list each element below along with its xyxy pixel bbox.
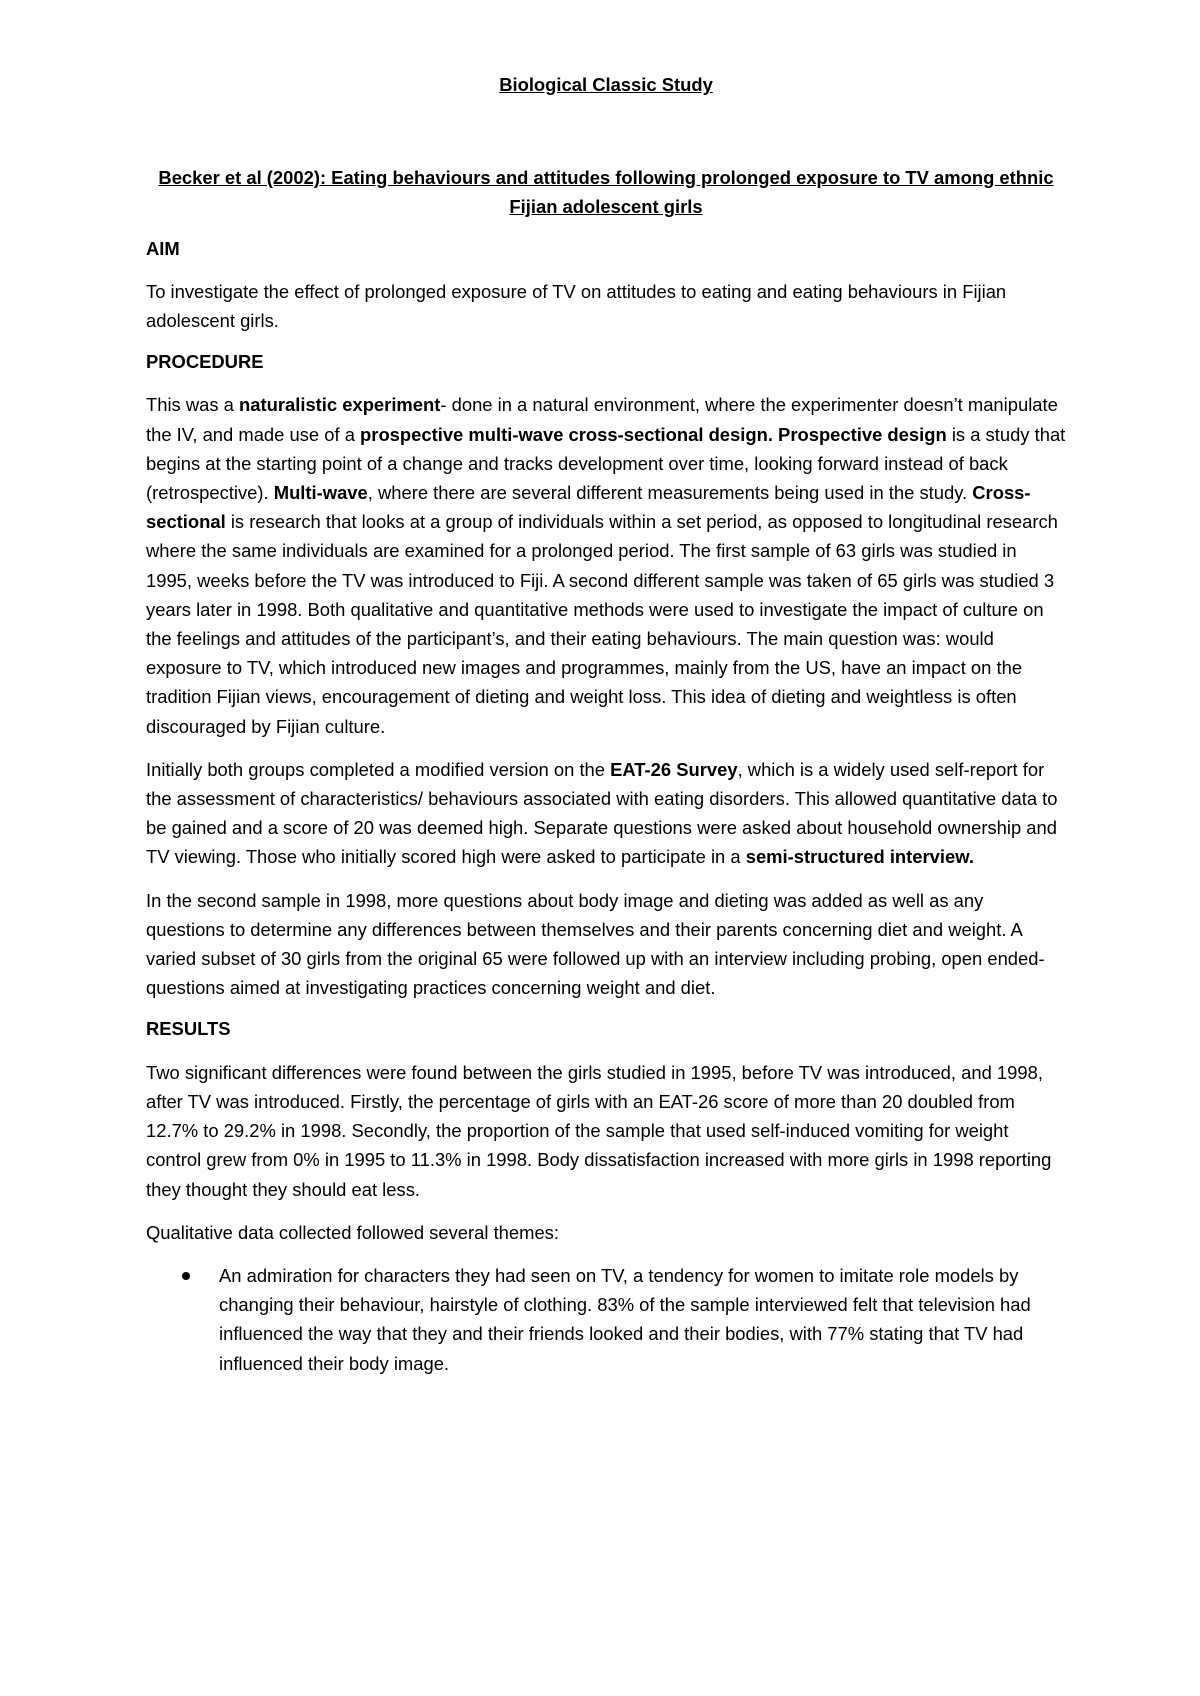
procedure-paragraph-3: In the second sample in 1998, more questions about body image and dieting was added as well as any questions to determine any differences between themselves and their parents concerning diet and weight. A varied subset of 30 girls from the original 65 were followed up with an interview including probing, open ended-questions aimed at investigating practices concerning weight and diet.: [146, 889, 1045, 999]
text-run: , where there are several different measurements being used in the study.: [367, 482, 973, 504]
bold-term: Multi-wave: [273, 482, 368, 504]
procedure-section: [146, 347, 1066, 1002]
results-paragraph-1: Two significant differences were found between the girls studied in 1995, before TV was introduced, and 1998, after TV was introduced. Firstly, the percentage of girls with an EAT-26 score of more than 20 doubled from 12.7% to 29.2% in 1998. Secondly, the proportion of the sample that used self-induced vomiting for weight control grew from 0% in 1995 to 11.3% in 1998. Body dissatisfaction increased with more girls in 1998 reporting they thought they should eat less.: [146, 1061, 1052, 1200]
bold-term: naturalistic experiment: [239, 394, 441, 416]
text-run: Initially both groups completed a modified version on the: [146, 758, 611, 780]
text-run: is research that looks at a group of individuals within a set period, as opposed to longitudinal research where the same individuals are examined for a prolonged period. The first sample of 63 girls was studied in 1995, weeks before the TV was introduced to Fiji. A second different sample was taken of 65 girls was studied 3 years later in 1998. Both qualitative and quantitative methods were used to investigate the impact of culture on the feelings and attitudes of the participant’s, and their eating behaviours. The main question was: would exposure to TV, which introduced new images and programmes, mainly from the US, have an impact on the tradition Fijian views, encouragement of dieting and weight loss. This idea of dieting and weightless is often discouraged by Fijian culture.: [146, 511, 1058, 737]
list-item-text: An admiration for characters they had seen on TV, a tendency for women to imitate role models by changing their behaviour, hairstyle of clothing. 83% of the sample interviewed felt that television had influenced the way that they and their friends looked and their bodies, with 77% stating that TV had influenced their body image.: [219, 1264, 1031, 1374]
results-section: [146, 1014, 1066, 1377]
aim-section: [146, 234, 1066, 336]
bold-term: EAT-26 Survey: [610, 758, 738, 780]
bullet-icon: [182, 1272, 190, 1280]
bold-term: Cross-sectional: [146, 482, 1031, 533]
text-run: , which is a widely used self-report for the assessment of characteristics/ behaviours associated with eating disorders. This allowed quantitative data to be gained and a score of 20 was deemed high. Separate questions were asked about household ownership and TV viewing. Those who initially scored high were asked to participate in a: [146, 758, 1058, 868]
bold-term: prospective multi-wave cross-sectional design. Prospective design: [360, 423, 947, 445]
procedure-heading: PROCEDURE: [146, 351, 264, 373]
bold-term: semi-structured interview.: [745, 846, 974, 868]
procedure-paragraph-2: [146, 755, 1066, 872]
procedure-paragraph-1: [146, 390, 1066, 740]
text-run: This was a: [146, 394, 240, 416]
list-item: [219, 1261, 1066, 1378]
results-paragraph-2: Qualitative data collected followed several themes:: [146, 1221, 559, 1243]
study-title: Becker et al (2002): Eating behaviours and attitudes following prolonged exposure to TV among ethnic Fijian adolescent girls: [158, 167, 1054, 218]
document-title: Biological Classic Study: [499, 74, 713, 95]
aim-heading: AIM: [146, 237, 180, 259]
text-run: is a study that begins at the starting point of a change and tracks development over time, looking forward instead of back (retrospective).: [146, 423, 1066, 504]
document-page: [146, 70, 1066, 1378]
aim-paragraph: To investigate the effect of prolonged exposure of TV on attitudes to eating and eating behaviours in Fijian adolescent girls.: [146, 280, 1007, 332]
results-heading: RESULTS: [146, 1018, 231, 1040]
text-run: - done in a natural environment, where the experimenter doesn’t manipulate the IV, and made use of a: [146, 394, 1058, 445]
themes-list: [146, 1261, 1066, 1378]
